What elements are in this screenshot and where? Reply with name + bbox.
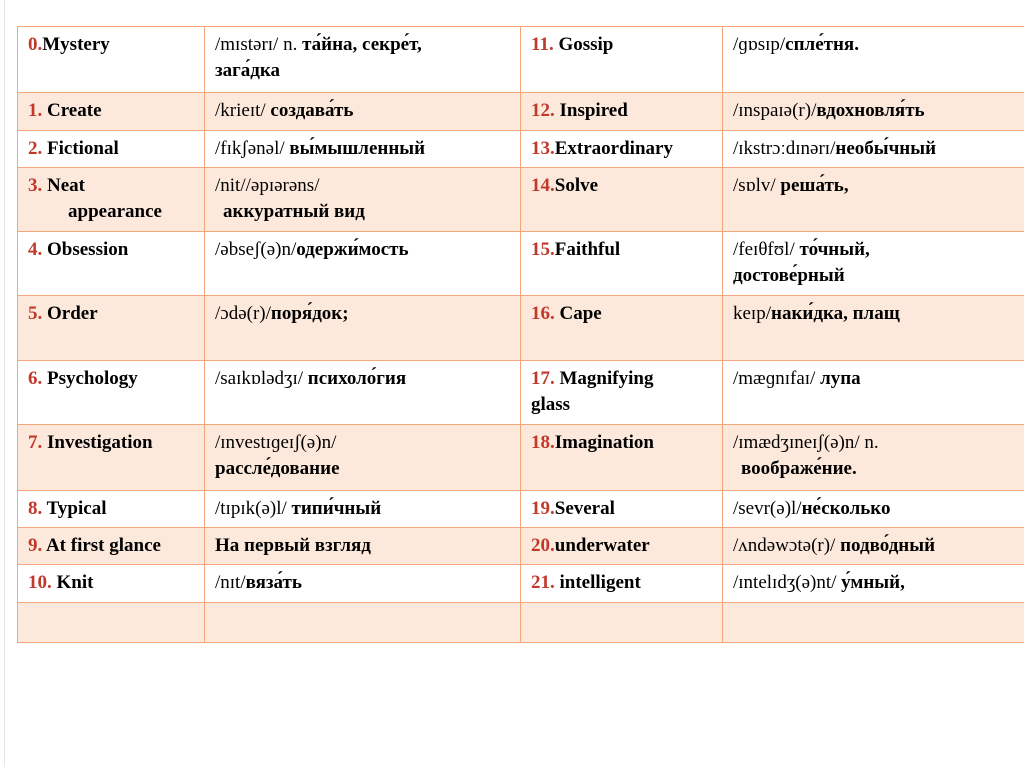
transcription: /mæɡnɪfaɪ/	[733, 368, 821, 389]
item-number: 12.	[531, 100, 555, 121]
item-number: 6.	[28, 368, 43, 389]
word-cell	[521, 296, 723, 361]
transcription: /ɪmædʒɪneɪʃ(ə)n/ n.	[733, 432, 879, 453]
word-cell	[18, 425, 205, 491]
translation-cell	[205, 296, 521, 361]
word-cell	[521, 491, 723, 528]
translation-cell	[205, 27, 521, 93]
english-word: Create	[42, 100, 102, 121]
empty-cell	[205, 603, 521, 643]
russian-translation: у́мный,	[841, 572, 905, 593]
russian-translation: спле́тня.	[785, 34, 859, 55]
russian-translation: одержи́мость	[296, 239, 409, 260]
russian-translation: вы́мышленный	[289, 138, 426, 159]
transcription: /mɪstərɪ/ n.	[215, 34, 303, 55]
russian-translation: психоло́гия	[307, 368, 407, 389]
item-number: 16.	[531, 303, 555, 324]
translation-cell	[723, 27, 1024, 93]
item-number: 0.	[28, 34, 43, 55]
table-row	[18, 565, 1024, 603]
word-cell	[18, 131, 205, 168]
word-cell	[521, 131, 723, 168]
russian-translation: реша́ть,	[780, 175, 849, 196]
item-number: 1.	[28, 100, 43, 121]
english-word: At first glance	[42, 535, 161, 556]
english-word: Cape	[554, 303, 602, 324]
transcription: keɪp/	[733, 303, 771, 324]
russian-translation: вяза́ть	[245, 572, 302, 593]
item-number: 17.	[531, 368, 555, 389]
word-cell	[521, 27, 723, 93]
table-row	[18, 491, 1024, 528]
english-word: Gossip	[553, 34, 614, 55]
russian-translation: аккуратный вид	[223, 201, 365, 222]
english-word: Several	[554, 498, 615, 519]
word-cell	[521, 565, 723, 603]
empty-cell	[723, 603, 1024, 643]
transcription: /krieɪt/	[215, 100, 271, 121]
table-row	[18, 27, 1024, 93]
transcription: /ɡɒsɪp/	[733, 34, 786, 55]
word-cell	[521, 361, 723, 425]
russian-translation: воображе́ние.	[741, 458, 857, 479]
translation-cell	[723, 491, 1024, 528]
item-number: 10.	[28, 572, 52, 593]
translation-cell	[205, 168, 521, 232]
translation-cell	[205, 361, 521, 425]
english-word: underwater	[554, 535, 650, 556]
item-number: 20.	[531, 535, 555, 556]
translation-cell	[723, 168, 1024, 232]
table-row	[18, 232, 1024, 296]
translation-cell	[205, 93, 521, 131]
russian-translation: не́сколько	[801, 498, 891, 519]
english-word: Neat	[42, 175, 85, 196]
item-number: 18.	[531, 432, 555, 453]
translation-cell	[205, 491, 521, 528]
translation-cell	[723, 528, 1024, 565]
table-row	[18, 425, 1024, 491]
transcription: /ɪkstrɔːdɪnərɪ/	[733, 138, 836, 159]
word-cell	[18, 93, 205, 131]
russian-translation-cont: достове́рный	[733, 265, 845, 286]
translation-cell	[723, 425, 1024, 491]
russian-translation: наки́дка, плащ	[771, 303, 900, 324]
translation-cell	[723, 361, 1024, 425]
transcription: /ɪnvestɪɡeɪʃ(ə)n/	[215, 432, 337, 453]
item-number: 7.	[28, 432, 43, 453]
transcription: /ɔdə(r)/	[215, 303, 271, 324]
russian-translation-cont: зага́дка	[215, 60, 281, 81]
word-cell	[521, 425, 723, 491]
transcription: /nɪt/	[215, 572, 246, 593]
item-number: 2.	[28, 138, 43, 159]
russian-translation: рассле́дование	[215, 458, 340, 479]
table-row	[18, 296, 1024, 361]
table-row	[18, 168, 1024, 232]
english-word: Solve	[554, 175, 599, 196]
translation-cell	[723, 232, 1024, 296]
word-cell	[18, 232, 205, 296]
word-cell	[521, 168, 723, 232]
english-word: Imagination	[554, 432, 654, 453]
item-number: 15.	[531, 239, 555, 260]
english-word: Inspired	[554, 100, 628, 121]
transcription: /tɪpɪk(ə)l/	[215, 498, 292, 519]
item-number: 14.	[531, 175, 555, 196]
transcription: /ɪnspaɪə(r)/	[733, 100, 817, 121]
item-number: 11.	[531, 34, 554, 55]
russian-translation: создава́ть	[270, 100, 354, 121]
transcription: /ʌndəwɔtə(r)/	[733, 535, 841, 556]
russian-translation: вдохновля́ть	[816, 100, 925, 121]
item-number: 5.	[28, 303, 43, 324]
transcription: /saɪkɒlədʒɪ/	[215, 368, 308, 389]
russian-translation: поря́док;	[270, 303, 349, 324]
english-word: Order	[42, 303, 98, 324]
transcription: /əbseʃ(ə)n/	[215, 239, 297, 260]
item-number: 13.	[531, 138, 555, 159]
table-row	[18, 93, 1024, 131]
word-cell	[521, 93, 723, 131]
russian-translation: необы́чный	[835, 138, 937, 159]
word-cell	[18, 27, 205, 93]
item-number: 4.	[28, 239, 43, 260]
word-cell	[18, 361, 205, 425]
russian-translation: типи́чный	[291, 498, 382, 519]
russian-translation: На первый взгляд	[215, 535, 371, 556]
english-word: intelligent	[554, 572, 641, 593]
translation-cell	[205, 131, 521, 168]
word-cell	[18, 565, 205, 603]
word-cell	[18, 296, 205, 361]
russian-translation: лупа	[820, 368, 861, 389]
translation-cell	[723, 565, 1024, 603]
word-cell	[18, 168, 205, 232]
russian-translation: та́йна, секре́т,	[302, 34, 422, 55]
translation-cell	[723, 131, 1024, 168]
english-word: Mystery	[42, 34, 110, 55]
translation-cell	[205, 425, 521, 491]
transcription: /fɪkʃənəl/	[215, 138, 290, 159]
empty-cell	[521, 603, 723, 643]
word-cell	[521, 528, 723, 565]
english-word-cont: appearance	[68, 201, 162, 222]
transcription: /sevr(ə)l/	[733, 498, 802, 519]
english-word: Typical	[42, 498, 107, 519]
item-number: 8.	[28, 498, 43, 519]
english-word: Faithful	[554, 239, 621, 260]
russian-translation: подво́дный	[840, 535, 936, 556]
item-number: 21.	[531, 572, 555, 593]
table-row	[18, 528, 1024, 565]
word-cell	[18, 528, 205, 565]
translation-cell	[205, 528, 521, 565]
english-word: Magnifying	[554, 368, 654, 389]
english-word-cont: glass	[531, 394, 571, 415]
translation-cell	[723, 93, 1024, 131]
item-number: 19.	[531, 498, 555, 519]
table-row-empty	[18, 603, 1024, 643]
english-word: Psychology	[42, 368, 138, 389]
english-word: Fictional	[42, 138, 119, 159]
table-row	[18, 361, 1024, 425]
transcription: /nit//əpɪərəns/	[215, 175, 320, 196]
vocabulary-table	[17, 26, 1024, 643]
word-cell	[18, 491, 205, 528]
translation-cell	[205, 232, 521, 296]
transcription: /sɒlv/	[733, 175, 781, 196]
english-word: Obsession	[42, 239, 129, 260]
translation-cell	[205, 565, 521, 603]
transcription: /ɪntelɪdʒ(ə)nt/	[733, 572, 842, 593]
transcription: /feɪθfʊl/	[733, 239, 800, 260]
item-number: 3.	[28, 175, 43, 196]
english-word: Knit	[51, 572, 94, 593]
word-cell	[521, 232, 723, 296]
russian-translation: то́чный,	[799, 239, 870, 260]
english-word: Investigation	[42, 432, 153, 453]
item-number: 9.	[28, 535, 43, 556]
translation-cell	[723, 296, 1024, 361]
empty-cell	[18, 603, 205, 643]
table-row	[18, 131, 1024, 168]
english-word: Extraordinary	[554, 138, 673, 159]
